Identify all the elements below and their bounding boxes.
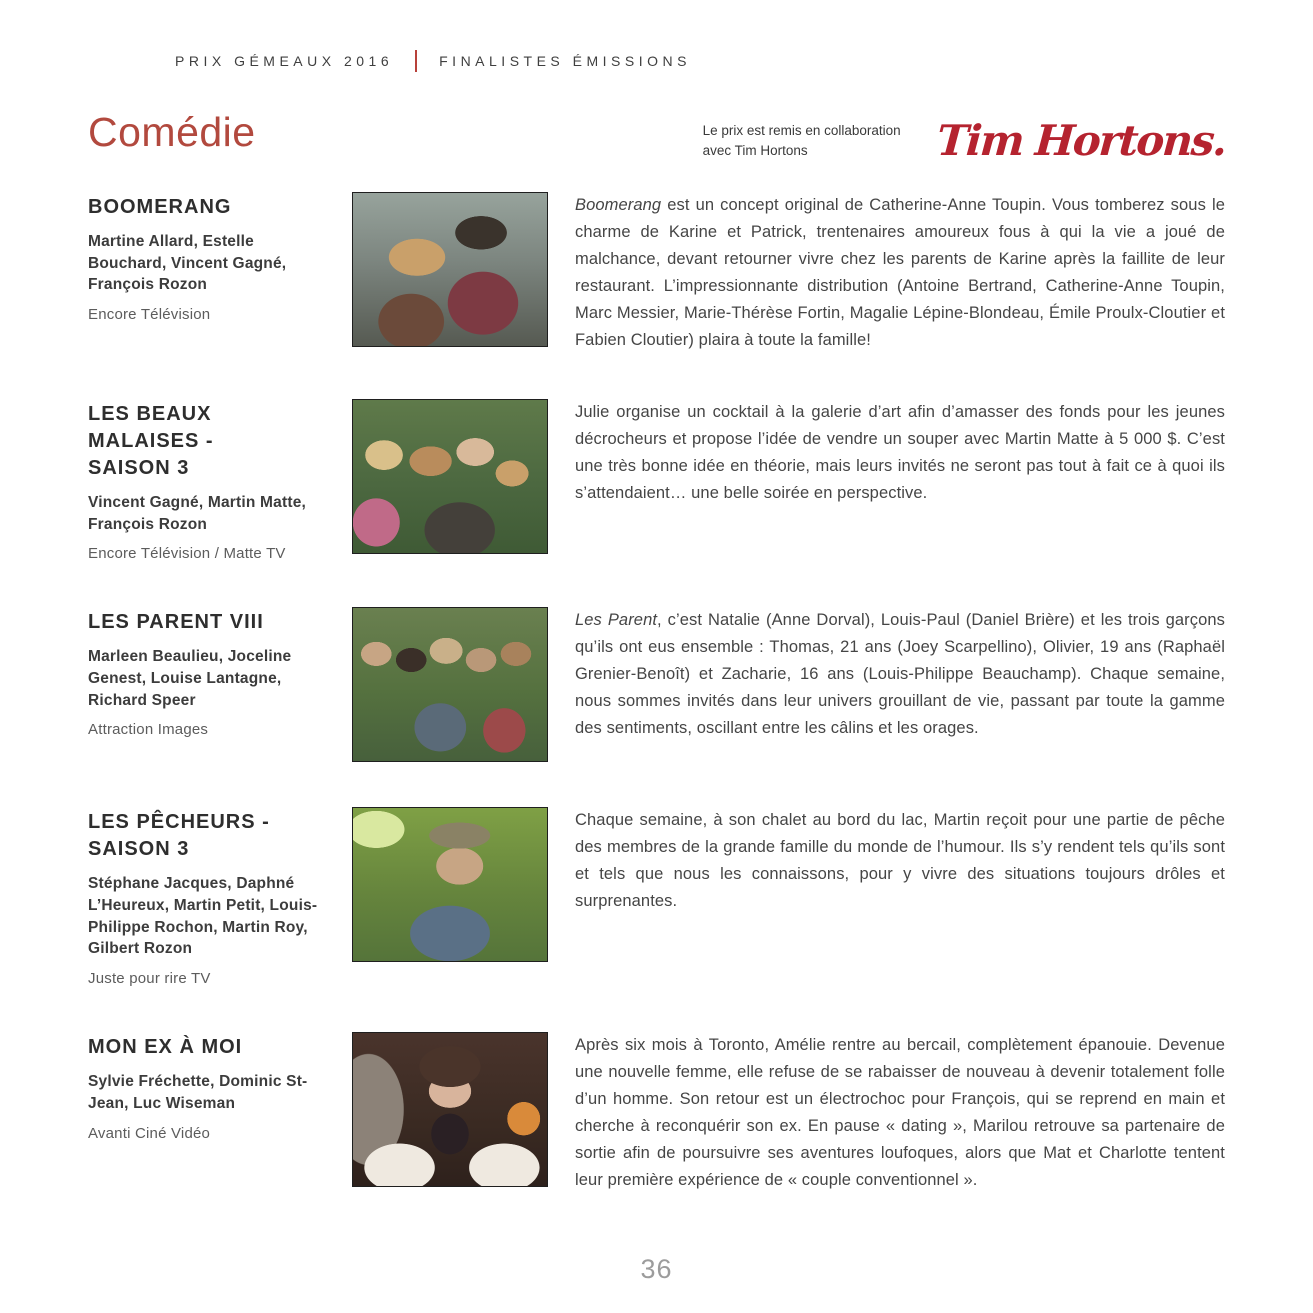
nominee-names: Martine Allard, Estelle Bouchard, Vincent Gagné, François Rozon xyxy=(88,233,287,294)
show-title: LES BEAUX MALAISES - SAISON 3 xyxy=(88,403,214,479)
photo-cell xyxy=(352,192,575,354)
page-title: Comédie xyxy=(88,109,256,155)
les-beaux-malaises-photo xyxy=(352,399,548,554)
show-description xyxy=(575,399,1225,562)
description-lead: Boomerang xyxy=(575,196,662,214)
section-info xyxy=(88,807,352,987)
section-mon-ex-a-moi xyxy=(88,1032,1225,1194)
section-info xyxy=(88,399,352,562)
show-description xyxy=(575,807,1225,987)
finalists-list xyxy=(88,192,1225,1194)
production-company: Avanti Ciné Vidéo xyxy=(88,1124,211,1142)
document-header xyxy=(175,50,1225,72)
section-boomerang xyxy=(88,192,1225,354)
nominee-names: Marleen Beaulieu, Joceline Genest, Louise Lantagne, Richard Speer xyxy=(88,648,292,709)
tim-hortons-logo: Tim Hortons. xyxy=(934,116,1227,165)
page-number: 36 xyxy=(640,1254,673,1284)
header-divider xyxy=(415,50,417,72)
collaboration-block xyxy=(702,110,1227,165)
show-description xyxy=(575,192,1225,354)
title-band xyxy=(88,109,1227,165)
description-lead: Les Parent xyxy=(575,611,658,630)
photo-cell xyxy=(352,399,575,562)
description-text: , c’est Natalie (Anne Dorval), Louis-Paul (Daniel Brière) et les trois garçons qu’ils ont eus ensemble : Thomas, 21 ans (Joey Scarpellino), Olivier, 19 ans (Raphaël Grenier-Benoît) et Zacharie, 16 ans (Louis-Philippe Beauchamp). Chaque semaine, nous sommes invités dans leur univers grouillant de vie, passant par toute la gamme des sentiments, oscillant entre les câlins et les orages. xyxy=(575,611,1225,738)
description-text: est un concept original de Catherine-Anne Toupin. Vous tomberez sous le charme de Karine et Patrick, trentenaires amoureux fous à qui la vie a joué de malchance, devant retourner vivre chez les parents de Karine après la faillite de leur restaurant. L’impressionnante distribution (Antoine Bertrand, Catherine-Anne Toupin, Marc Messier, Marie-Thérèse Fortin, Magalie Lépine-Blondeau, Émile Proulx-Cloutier et Fabien Cloutier) plaira à toute la famille! xyxy=(575,196,1225,349)
les-parent-photo xyxy=(352,607,548,762)
nominee-names: Sylvie Fréchette, Dominic St-Jean, Luc Wiseman xyxy=(88,1073,308,1112)
nominee-names: Vincent Gagné, Martin Matte, François Rozon xyxy=(88,494,307,533)
mon-ex-a-moi-photo xyxy=(352,1032,548,1187)
show-title: MON EX À MOI xyxy=(88,1036,243,1059)
photo-cell xyxy=(352,607,575,762)
section-les-pecheurs xyxy=(88,807,1225,987)
section-info xyxy=(88,192,352,354)
photo-cell xyxy=(352,1032,575,1194)
collaboration-text xyxy=(703,121,901,160)
production-company: Attraction Images xyxy=(88,721,209,739)
photo-cell xyxy=(352,807,575,987)
production-company: Encore Télévision / Matte TV xyxy=(88,545,286,563)
section-info xyxy=(88,607,352,762)
boomerang-photo xyxy=(352,192,548,347)
description-text: Julie organise un cocktail à la galerie d’art afin d’amasser des fonds pour les jeunes décrocheurs et propose l’idée de vendre un souper avec Martin Matte à 5 000 $. C’est une très bonne idée en théorie, mais leurs invités ne seront pas tout à fait ce à quoi ils s’attendaient… une belle soirée en perspective. xyxy=(575,403,1225,502)
description-text: Chaque semaine, à son chalet au bord du lac, Martin reçoit pour une partie de pêche des membres de la grande famille du monde de l’humour. Ils s’y rendent tels qu’ils sont et tels que nous les connaissons, pour y vivre des situations toujours drôles et surprenantes. xyxy=(575,811,1225,911)
show-description xyxy=(575,1032,1225,1194)
show-title: BOOMERANG xyxy=(88,196,232,218)
nominee-names: Stéphane Jacques, Daphné L’Heureux, Martin Petit, Louis-Philippe Rochon, Martin Roy, Gilbert Rozon xyxy=(88,875,318,958)
section-info xyxy=(88,1032,352,1194)
production-company: Juste pour rire TV xyxy=(88,970,211,988)
header-left-text: PRIX GÉMEAUX 2016 xyxy=(175,53,394,69)
show-title: LES PÊCHEURS - SAISON 3 xyxy=(88,811,270,861)
les-pecheurs-photo xyxy=(352,807,548,962)
show-description xyxy=(575,607,1225,762)
show-title: LES PARENT VIII xyxy=(88,611,264,634)
description-text: Après six mois à Toronto, Amélie rentre au bercail, complètement épanouie. Devenue une nouvelle femme, elle refuse de se rabaisser de nouveau à devenir totalement folle d’un homme. Son retour est un électrochoc pour François, qui se reprend en main et cherche à reconquérir son ex. En pause « dating », Marilou retrouve sa partenaire de sortie afin de poursuivre ses aventures loufoques, alors que Mat et Charlotte tentent leur première expérience de « couple conventionnel ». xyxy=(575,1036,1225,1190)
production-company: Encore Télévision xyxy=(88,306,211,324)
collaboration-line-1: Le prix est remis en collaboration xyxy=(702,123,901,139)
section-les-beaux-malaises xyxy=(88,399,1225,562)
section-les-parent xyxy=(88,607,1225,762)
header-right-text: FINALISTES ÉMISSIONS xyxy=(439,53,691,69)
collaboration-line-2: avec Tim Hortons xyxy=(702,143,808,158)
